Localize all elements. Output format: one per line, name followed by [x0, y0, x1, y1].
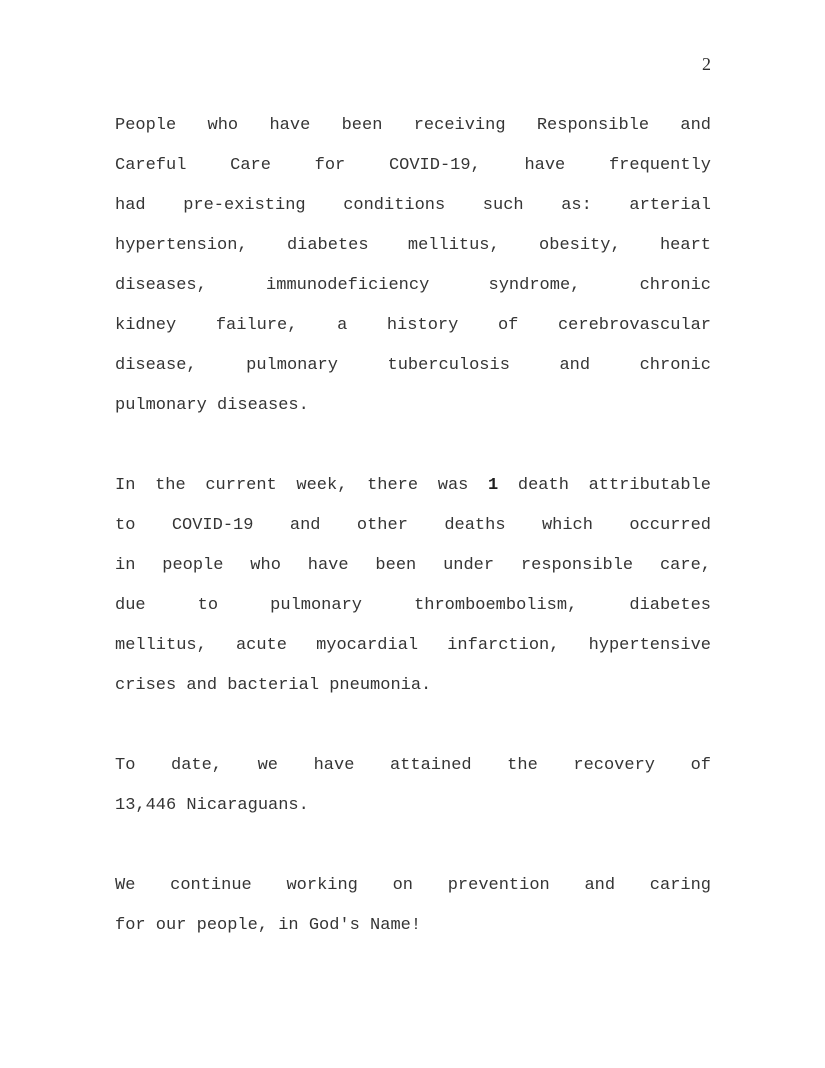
- paragraph-weekly-deaths: [115, 466, 711, 706]
- text-line: [115, 466, 711, 506]
- death-count: 1: [488, 476, 499, 495]
- text-line: 13,446 Nicaraguans.: [115, 796, 309, 815]
- text-line: To date, we have attained the recovery of: [115, 756, 711, 775]
- document-body: [115, 106, 711, 986]
- text-line: kidney failure, a history of cerebrovascular: [115, 316, 711, 335]
- paragraph-preexisting-conditions: [115, 106, 711, 426]
- paragraph-closing: [115, 866, 711, 946]
- paragraph-recoveries: [115, 746, 711, 826]
- text-segment: death attributable: [498, 476, 711, 495]
- text-line: due to pulmonary thromboembolism, diabetes: [115, 596, 711, 615]
- text-line: People who have been receiving Responsible and: [115, 116, 711, 135]
- text-line: mellitus, acute myocardial infarction, hypertensive: [115, 636, 711, 655]
- text-segment: In the current week, there was: [115, 476, 489, 495]
- text-line: Careful Care for COVID-19, have frequently: [115, 156, 711, 175]
- text-line: We continue working on prevention and caring: [115, 876, 711, 895]
- text-line: for our people, in God's Name!: [115, 916, 422, 935]
- text-line: pulmonary diseases.: [115, 396, 309, 415]
- text-line: in people who have been under responsible care,: [115, 556, 711, 575]
- text-line: to COVID-19 and other deaths which occurred: [115, 516, 711, 535]
- text-line: had pre-existing conditions such as: arterial: [115, 196, 711, 215]
- page-number: 2: [702, 54, 711, 74]
- text-line: crises and bacterial pneumonia.: [115, 676, 432, 695]
- text-line: hypertension, diabetes mellitus, obesity, heart: [115, 236, 711, 255]
- text-line: diseases, immunodeficiency syndrome, chronic: [115, 276, 711, 295]
- text-line: disease, pulmonary tuberculosis and chronic: [115, 356, 711, 375]
